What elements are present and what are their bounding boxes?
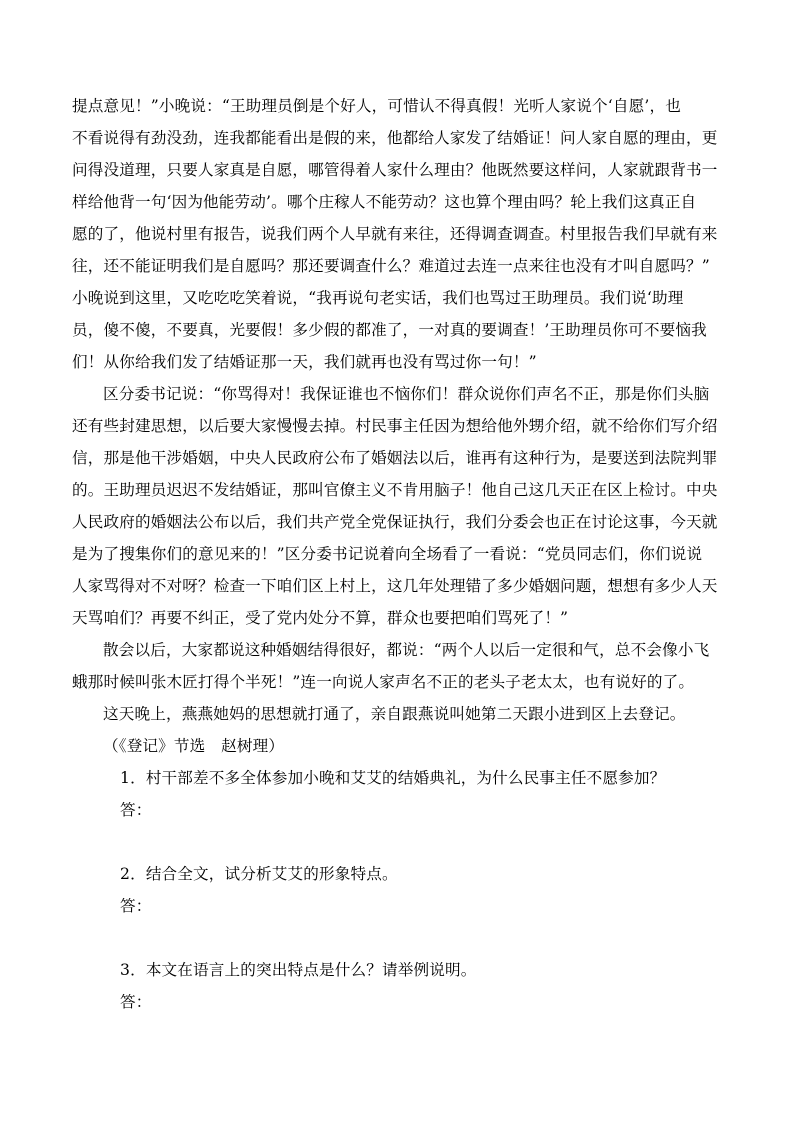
question-3: 3．本文在语言上的突出特点是什么？请举例说明。: [120, 961, 477, 979]
passage-line: 小晚说到这里，又吃吃吃笑着说，“我再说句老实话，我们也骂过王助理员。我们说‘助理: [72, 289, 684, 307]
passage-line: 愿的了，他说村里有报告，说我们两个人早就有来往，还得调查调查。村里报告我们早就有来: [72, 225, 718, 243]
passage-line: 天骂咱们？再要不纠正，受了党内处分不算，群众也要把咱们骂死了！”: [72, 609, 569, 627]
passage-line: 们！从你给我们发了结婚证那一天，我们就再也没有骂过你一句！”: [72, 353, 537, 371]
passage-line: 还有些封建思想，以后要大家慢慢去掉。村民事主任因为想给他外甥介绍，就不给你们写介绍: [72, 417, 718, 435]
passage-line: 人民政府的婚姻法公布以后，我们共产党全党保证执行，我们分委会也正在讨论这事，今天就: [72, 513, 718, 531]
passage-line: 这天晚上，燕燕她妈的思想就打通了，亲自跟燕说叫她第二天跟小进到区上去登记。: [103, 705, 686, 723]
passage-line: 样给他背一句‘因为他能劳动’。哪个庄稼人不能劳动？这也算个理由吗？轮上我们这真正自: [72, 193, 697, 211]
passage-line: 人家骂得对不对呀？检查一下咱们区上村上，这几年处理错了多少婚姻问题，想想有多少人天: [72, 577, 718, 595]
passage-line: 的。王助理员迟迟不发结婚证，那叫官僚主义不肯用脑子！他自己这几天正在区上检讨。中央: [72, 481, 718, 499]
passage-line: 问得没道理，只要人家真是自愿，哪管得着人家什么理由？他既然要这样问，人家就跟背书一: [72, 161, 718, 179]
question-2: 2．结合全文，试分析艾艾的形象特点。: [120, 865, 398, 883]
passage-line: 不看说得有劲没劲，连我都能看出是假的来，他都给人家发了结婚证！问人家自愿的理由，更: [72, 129, 718, 147]
passage-line: 区分委书记说：“你骂得对！我保证谁也不恼你们！群众说你们声名不正，那是你们头脑: [103, 385, 710, 403]
passage-line: 信，那是他干涉婚姻，中央人民政府公布了婚姻法以后，谁再有这种行为，是要送到法院判罪: [72, 449, 718, 467]
passage-line: 蛾那时候叫张木匠打得个半死！”连一向说人家声名不正的老头子老太太，也有说好的了。: [72, 673, 695, 691]
passage-line: 员，傻不傻，不要真，光要假！多少假的都准了，一对真的要调查！’王助理员你可不要恼我: [72, 321, 707, 339]
passage-line: 提点意见！”小晚说：“王助理员倒是个好人，可惜认不得真假！光听人家说个‘自愿’，也: [72, 97, 681, 115]
passage-line: 散会以后，大家都说这种婚姻结得很好，都说：“两个人以后一定很和气，总不会像小飞: [103, 641, 710, 659]
question-1: 1．村干部差不多全体参加小晚和艾艾的结婚典礼，为什么民事主任不愿参加？: [120, 769, 666, 787]
answer-label-1: 答：: [120, 801, 152, 819]
passage-line: 往，还不能证明我们是自愿吗？那还要调查什么？难道过去连一点来往也没有才叫自愿吗？”: [72, 257, 710, 275]
answer-label-2: 答：: [120, 897, 152, 915]
answer-label-3: 答：: [120, 993, 152, 1011]
passage-line: 是为了搜集你们的意见来的！”区分委书记说着向全场看了一看说：“党员同志们，你们说说: [72, 545, 703, 563]
source-citation: （《登记》节选 赵树理）: [103, 737, 285, 755]
